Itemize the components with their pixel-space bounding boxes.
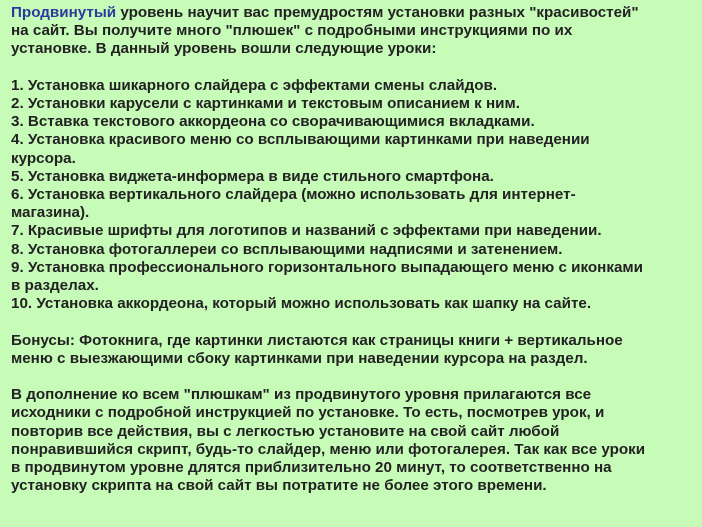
lesson-line: 2. Установки карусели с картинками и текстовым описанием к ним.	[11, 95, 520, 112]
lesson-line: 8. Установка фотогаллереи со всплывающими надписями и затенением.	[11, 240, 563, 258]
intro-paragraph	[11, 4, 692, 59]
lesson-item	[11, 113, 692, 131]
lesson-line: 10. Установка аккордеона, который можно использовать как шапку на сайте.	[11, 295, 592, 313]
spacer	[11, 59, 692, 77]
bonus-line-2: меню с выезжающими сбоку картинками при наведении курсора на раздел.	[11, 349, 588, 367]
intro-line-2: на сайт. Вы получите много "плюшек" с подробными инструкциями по их	[11, 22, 573, 40]
lesson-item	[11, 186, 692, 222]
lesson-line: 7. Красивые шрифты для логотипов и названий с эффектами при наведении.	[11, 222, 602, 240]
intro-line-1	[11, 4, 692, 22]
addition-line: В дополнение ко всем "плюшкам" из продвинутого уровня прилагаются все	[11, 386, 592, 404]
lesson-line: 4. Установка красивого меню со всплывающими картинками при наведении	[11, 131, 590, 149]
lessons-list	[11, 77, 692, 314]
addition-line: исходники с подробной инструкцией по установке. То есть, посмотрев урок, и	[11, 404, 605, 422]
lesson-item	[11, 222, 692, 240]
addition-line: понравившийся скрипт, будь-то слайдер, меню или фотогалерея. Так как все уроки	[11, 440, 646, 458]
lesson-item	[11, 77, 692, 95]
addition-line: повторив все действия, вы с легкостью установите на свой сайт любой	[11, 422, 560, 440]
lesson-item	[11, 241, 692, 259]
addition-paragraph	[11, 386, 692, 495]
lesson-item	[11, 259, 692, 295]
lesson-line: 1. Установка шикарного слайдера с эффектами смены слайдов.	[11, 76, 498, 94]
intro-line-3: установке. В данный уровень вошли следующие уроки:	[11, 40, 437, 58]
lesson-line: 6. Установка вертикального слайдера (можно использовать для интернет-	[11, 186, 576, 204]
addition-line: установку скрипта на свой сайт вы потратите не более этого времени.	[11, 477, 547, 495]
lesson-item	[11, 168, 692, 186]
lesson-line: магазина).	[11, 204, 90, 222]
spacer	[11, 313, 692, 331]
bonus-line-1: Бонусы: Фотокнига, где картинки листаются как страницы книги + вертикальное	[11, 331, 623, 349]
level-highlight: Продвинутый	[11, 4, 117, 21]
lesson-item	[11, 295, 692, 313]
lesson-line: курсора.	[11, 149, 76, 167]
lesson-item	[11, 131, 692, 167]
lesson-line: в разделах.	[11, 277, 99, 295]
lesson-item	[11, 95, 692, 113]
lesson-line: 3. Вставка текстового аккордеона со сворачивающимися вкладками.	[11, 113, 535, 131]
spacer	[11, 368, 692, 386]
bonus-paragraph	[11, 332, 692, 368]
lesson-line: 9. Установка профессионального горизонтального выпадающего меню с иконками	[11, 258, 643, 276]
lesson-line: 5. Установка виджета-информера в виде стильного смартфона.	[11, 167, 494, 185]
intro-line-1-text: уровень научит вас премудростям установки разных "красивостей"	[116, 4, 639, 21]
addition-line: в продвинутом уровне длятся приблизительно 20 минут, то соответственно на	[11, 459, 612, 477]
